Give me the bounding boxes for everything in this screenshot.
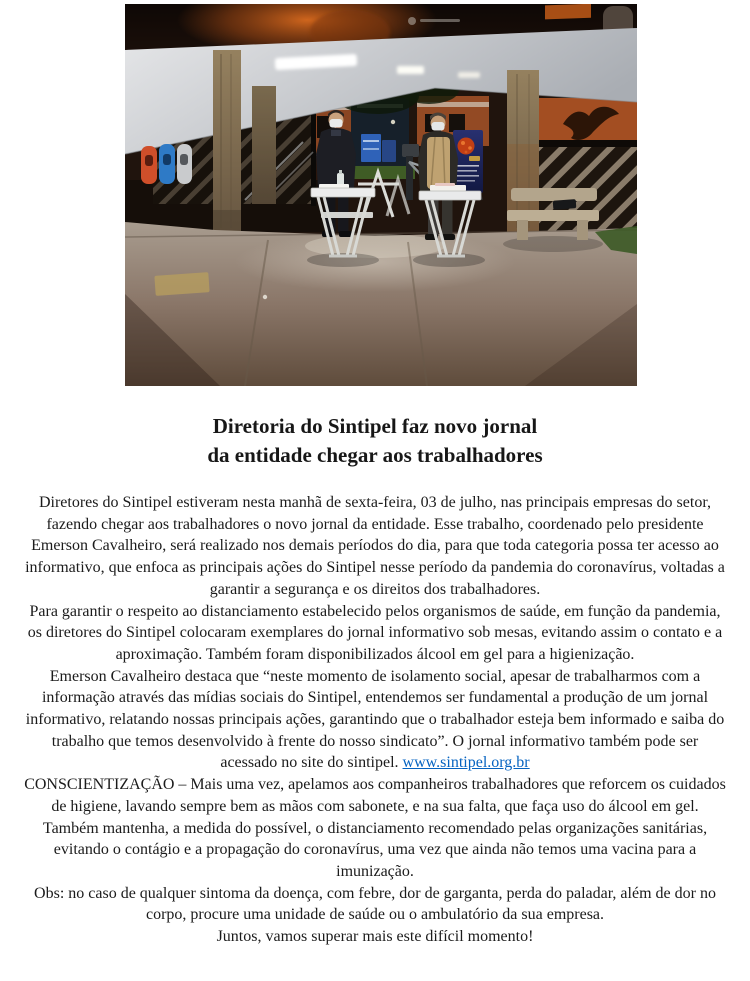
photo-middle-column — [252, 86, 276, 204]
article-title-line2: da entidade chegar aos trabalhadores — [207, 443, 543, 467]
article-body — [23, 492, 727, 948]
photo-phone — [553, 199, 577, 210]
news-photo — [125, 4, 637, 386]
article-paragraph-5: Obs: no caso de qualquer sintoma da doença, com febre, dor de garganta, perda do paladar, além de dor no corpo, procure uma unidade de saúde ou o ambulatório da sua empresa. — [34, 884, 716, 924]
photo-right-person-mask — [432, 122, 445, 131]
article-paragraph-4: CONSCIENTIZAÇÃO – Mais uma vez, apelamos aos companheiros trabalhadores que reforcem os cuidados de higiene, lavando sempre bem as mãos com sabonete, e na sua falta, que faça uso do álcool em gel. Também mantenha, a medida do possível, o distanciamento recomendado pelas organizações sanitárias, evitando o contágio e a propagação do coronavírus, uma vez que ainda não temos uma vacina para a imunização. — [24, 776, 726, 880]
article-paragraph-2: Para garantir o respeito ao distanciamento estabelecido pelos organismos de saúde, em função da pandemia, os diretores do Sintipel colocaram exemplares do jornal informativo sob mesas, evitando assim o contato e a aproximação. Também foram disponibilizados álcool em gel para a higienização. — [27, 602, 723, 663]
photo-recycling-bins — [141, 144, 192, 184]
article-paragraph-3-text: Emerson Cavalheiro destaca que “neste momento de isolamento social, apesar de trabalharmos com a informação através das mídias sociais do Sintipel, entendemos ser fundamental a produção de um jornal informativo, relatando nossas principais ações, garantindo que o trabalhador esteja bem informado e saiba do trabalho que temos desenvolvido à frente do nosso sindicato”. O jornal informativo também pode ser acessado no site do sintipel. — [25, 667, 725, 772]
article-paragraph-6: Juntos, vamos superar mais este difícil momento! — [216, 928, 534, 946]
article-paragraph-1: Diretores do Sintipel estiveram nesta manhã de sexta-feira, 03 de julho, nas principais empresas do setor, fazendo chegar aos trabalhadores o novo jornal da entidade. Esse trabalho, coordenado pelo presidente Emerson Cavalheiro, será realizado nos demais períodos do dia, para que toda categoria possa ter acesso ao informativo, que enfoca as principais ações do Sintipel nesse período da pandemia do coronavírus, voltadas a garantir a segurança e os direitos dos trabalhadores. — [25, 494, 725, 598]
photo-left-column — [213, 50, 241, 232]
photo-right-column — [507, 70, 539, 232]
photo-concrete-bench — [503, 188, 603, 252]
sintipel-website-link[interactable]: www.sintipel.org.br — [402, 754, 530, 772]
article-title — [0, 412, 750, 470]
photo-left-person-mask — [330, 119, 343, 128]
article-paragraph-3 — [23, 666, 727, 775]
article-title-line1: Diretoria do Sintipel faz novo jornal — [212, 414, 538, 438]
